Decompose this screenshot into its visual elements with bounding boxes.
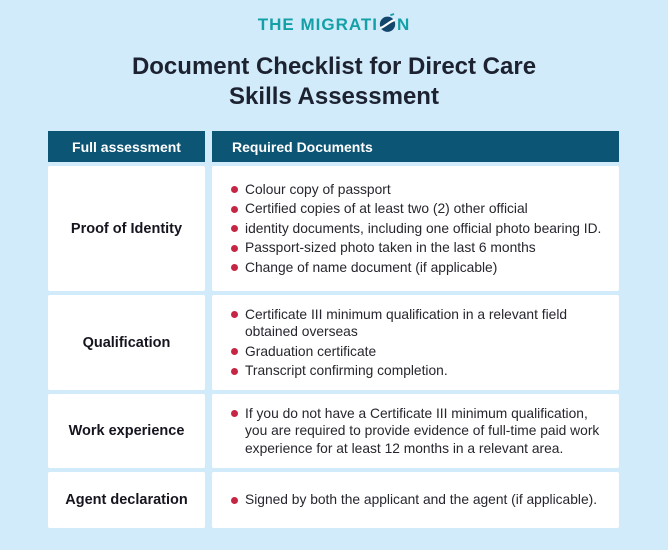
brand-name-right: N [396, 15, 411, 34]
bullet-item [231, 343, 613, 361]
brand-logo [0, 13, 668, 38]
bullet-item [231, 491, 613, 509]
bullet-dot-icon [231, 245, 238, 252]
bullet-item [231, 259, 613, 277]
bullet-item [231, 306, 613, 341]
bullet-text: Colour copy of passport [245, 181, 391, 197]
bullet-text: Change of name document (if applicable) [245, 259, 498, 275]
bullet-list [212, 304, 613, 382]
bullet-text: Transcript confirming completion. [245, 363, 448, 378]
checklist-table [48, 131, 619, 528]
bullet-text: Graduation certificate [245, 343, 377, 359]
column-header-full-assessment: Full assessment [48, 131, 205, 162]
row-label-proof-of-identity: Proof of Identity [48, 166, 205, 291]
bullet-dot-icon [231, 410, 238, 417]
bullet-text: Signed by both the applicant and the agent (if applicable). [245, 492, 598, 508]
bullet-dot-icon [231, 348, 238, 355]
bullet-item [231, 200, 613, 218]
row-label-agent-declaration: Agent declaration [48, 472, 205, 528]
column-header-required-documents: Required Documents [212, 131, 619, 162]
row-bullets-agent-declaration [212, 472, 619, 528]
bullet-text: If you do not have a Certificate III minimum qualification, you are required to provide evidence of full-time paid work experience for at least 12 months in a relevant area. [245, 405, 600, 456]
bullet-item [231, 362, 613, 380]
row-label-qualification: Qualification [48, 295, 205, 390]
row-label-work-experience: Work experience [48, 394, 205, 468]
bullet-item [231, 181, 613, 199]
bullet-list [212, 403, 613, 460]
globe-o-icon [379, 13, 396, 38]
row-bullets-proof-of-identity [212, 166, 619, 291]
page-title-line1: Document Checklist for Direct Care [131, 53, 537, 80]
brand-name-left: THE MIGRATI [257, 15, 378, 34]
bullet-text: Certified copies of at least two (2) other official [245, 201, 528, 217]
page-title [0, 52, 668, 112]
bullet-dot-icon [231, 264, 238, 271]
bullet-item [231, 220, 613, 238]
bullet-dot-icon [231, 497, 238, 504]
bullet-dot-icon [231, 206, 238, 213]
bullet-dot-icon [231, 368, 238, 375]
bullet-dot-icon [231, 311, 238, 318]
bullet-item [231, 239, 613, 257]
row-bullets-work-experience [212, 394, 619, 468]
bullet-text: Passport-sized photo taken in the last 6 months [245, 240, 536, 256]
bullet-dot-icon [231, 186, 238, 193]
bullet-item [231, 405, 613, 458]
bullet-dot-icon [231, 225, 238, 232]
page-title-line2: Skills Assessment [229, 83, 439, 110]
bullet-list [212, 179, 613, 279]
bullet-text: identity documents, including one official photo bearing ID. [245, 220, 602, 236]
bullet-list [212, 489, 613, 511]
row-bullets-qualification [212, 295, 619, 390]
bullet-text: Certificate III minimum qualification in a relevant field obtained overseas [245, 306, 568, 339]
